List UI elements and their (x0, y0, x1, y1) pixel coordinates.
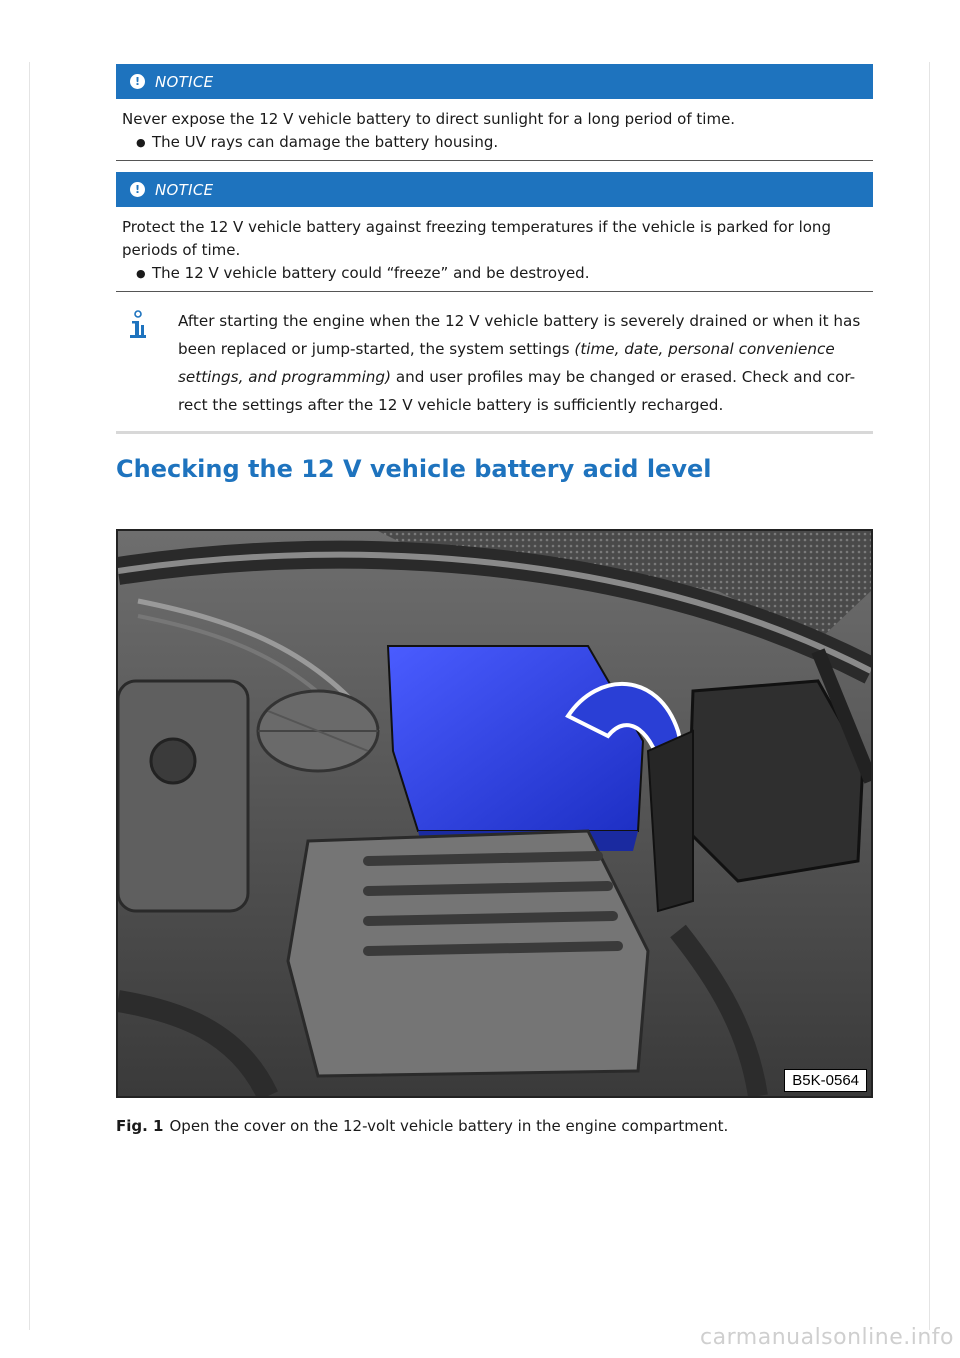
watermark-text: carmanualsonline.info (700, 1325, 954, 1350)
notice-box-sunlight (116, 64, 873, 161)
notice-divider (116, 291, 873, 292)
exclamation-icon: ! (130, 74, 145, 89)
notice-bullet-text: The UV rays can damage the battery housing. (152, 133, 499, 151)
section-heading: Checking the 12 V vehicle battery acid level (116, 455, 712, 483)
figure-caption-label: Fig. 1 (116, 1117, 164, 1135)
notice-header (116, 64, 873, 99)
exclamation-icon: ! (130, 182, 145, 197)
page-margin-line-left (29, 62, 30, 1330)
notice-box-freezing (116, 172, 873, 292)
engine-compartment-figure (116, 529, 873, 1098)
notice-text: Never expose the 12 V vehicle battery to direct sunlight for a long period of time. (122, 110, 736, 128)
notice-divider (116, 160, 873, 161)
info-note (116, 307, 873, 419)
notice-bullet-text: The 12 V vehicle battery could “freeze” and be destroyed. (152, 264, 590, 282)
info-text (178, 307, 873, 419)
notice-title: NOTICE (155, 180, 214, 199)
notice-text: Protect the 12 V vehicle battery against freezing temperatures if the vehicle is parked for long periods of time. (122, 218, 831, 259)
bullet-dot-icon: ● (136, 136, 146, 149)
notice-bullet-item (122, 131, 867, 154)
notice-bullet-item (122, 262, 867, 285)
engine-compartment-illustration (118, 531, 871, 1096)
section-divider (116, 431, 873, 434)
figure-caption-text: Open the cover on the 12-volt vehicle battery in the engine compartment. (169, 1117, 729, 1135)
info-icon (128, 310, 148, 340)
bullet-dot-icon: ● (136, 267, 146, 280)
notice-title: NOTICE (155, 72, 214, 91)
info-text-italic: (time, date, personal convenience settings, and programming) (178, 340, 835, 386)
notice-body (116, 99, 873, 154)
notice-body (116, 207, 873, 285)
page-margin-line-right (929, 62, 930, 1330)
figure-caption (116, 1117, 728, 1135)
figure-code-label: B5K-0564 (784, 1069, 867, 1092)
info-text-part: and user profiles may be changed or erased. Check and cor-rect the settings after the 12 V vehicle battery is sufficiently recharged. (178, 368, 856, 414)
notice-header (116, 172, 873, 207)
info-text-part: After starting the engine when the 12 V vehicle battery is severely drained or when it has been replaced or jump-started, the system settings (178, 312, 861, 358)
